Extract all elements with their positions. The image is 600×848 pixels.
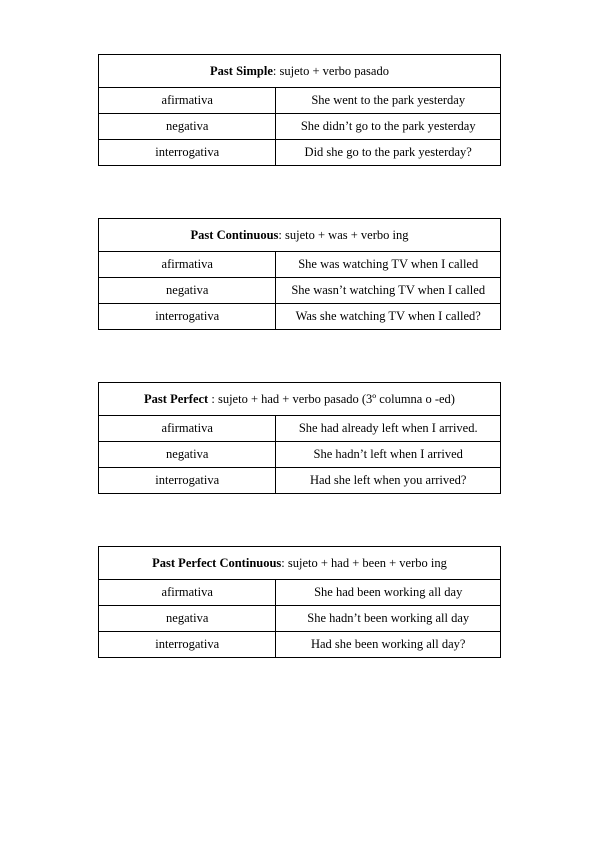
table-row — [99, 304, 501, 330]
table-header — [99, 383, 501, 416]
example-sentence-cell: She didn’t go to the park yesterday — [276, 114, 501, 140]
tense-formula: : sujeto + had + verbo pasado (3º columna o -ed) — [208, 391, 455, 406]
table-row — [99, 442, 501, 468]
tense-name: Past Perfect Continuous — [152, 555, 282, 570]
sentence-type-cell: afirmativa — [99, 88, 276, 114]
sentence-type-cell: negativa — [99, 278, 276, 304]
example-sentence-cell: She was watching TV when I called — [276, 252, 501, 278]
table-row — [99, 580, 501, 606]
table-row — [99, 140, 501, 166]
example-sentence-cell: Had she been working all day? — [276, 632, 501, 658]
example-sentence-cell: She had already left when I arrived. — [276, 416, 501, 442]
tense-table-past-continuous — [98, 218, 501, 330]
tense-name: Past Perfect — [144, 391, 209, 406]
tense-table-past-perfect — [98, 382, 501, 494]
tense-name: Past Simple — [210, 63, 273, 78]
table-header — [99, 55, 501, 88]
sentence-type-cell: afirmativa — [99, 416, 276, 442]
sentence-type-cell: afirmativa — [99, 252, 276, 278]
example-sentence-cell: She had been working all day — [276, 580, 501, 606]
example-sentence-cell: She hadn’t left when I arrived — [276, 442, 501, 468]
example-sentence-cell: She hadn’t been working all day — [276, 606, 501, 632]
table-row — [99, 114, 501, 140]
sentence-type-cell: negativa — [99, 114, 276, 140]
sentence-type-cell: interrogativa — [99, 468, 276, 494]
tense-name: Past Continuous — [190, 227, 279, 242]
table-row — [99, 252, 501, 278]
tense-formula: : sujeto + was + verbo ing — [278, 227, 409, 242]
tense-table-past-perfect-continuous — [98, 546, 501, 658]
example-sentence-cell: Was she watching TV when I called? — [276, 304, 501, 330]
example-sentence-cell: She wasn’t watching TV when I called — [276, 278, 501, 304]
table-header — [99, 547, 501, 580]
sentence-type-cell: interrogativa — [99, 632, 276, 658]
sentence-type-cell: negativa — [99, 606, 276, 632]
tense-formula: : sujeto + had + been + verbo ing — [281, 555, 447, 570]
tense-formula: : sujeto + verbo pasado — [272, 63, 389, 78]
example-sentence-cell: She went to the park yesterday — [276, 88, 501, 114]
example-sentence-cell: Did she go to the park yesterday? — [276, 140, 501, 166]
sentence-type-cell: negativa — [99, 442, 276, 468]
sentence-type-cell: afirmativa — [99, 580, 276, 606]
table-header — [99, 219, 501, 252]
tense-table-past-simple — [98, 54, 501, 166]
table-row — [99, 416, 501, 442]
table-row — [99, 468, 501, 494]
table-row — [99, 278, 501, 304]
sentence-type-cell: interrogativa — [99, 140, 276, 166]
example-sentence-cell: Had she left when you arrived? — [276, 468, 501, 494]
sentence-type-cell: interrogativa — [99, 304, 276, 330]
table-row — [99, 632, 501, 658]
table-row — [99, 606, 501, 632]
table-row — [99, 88, 501, 114]
